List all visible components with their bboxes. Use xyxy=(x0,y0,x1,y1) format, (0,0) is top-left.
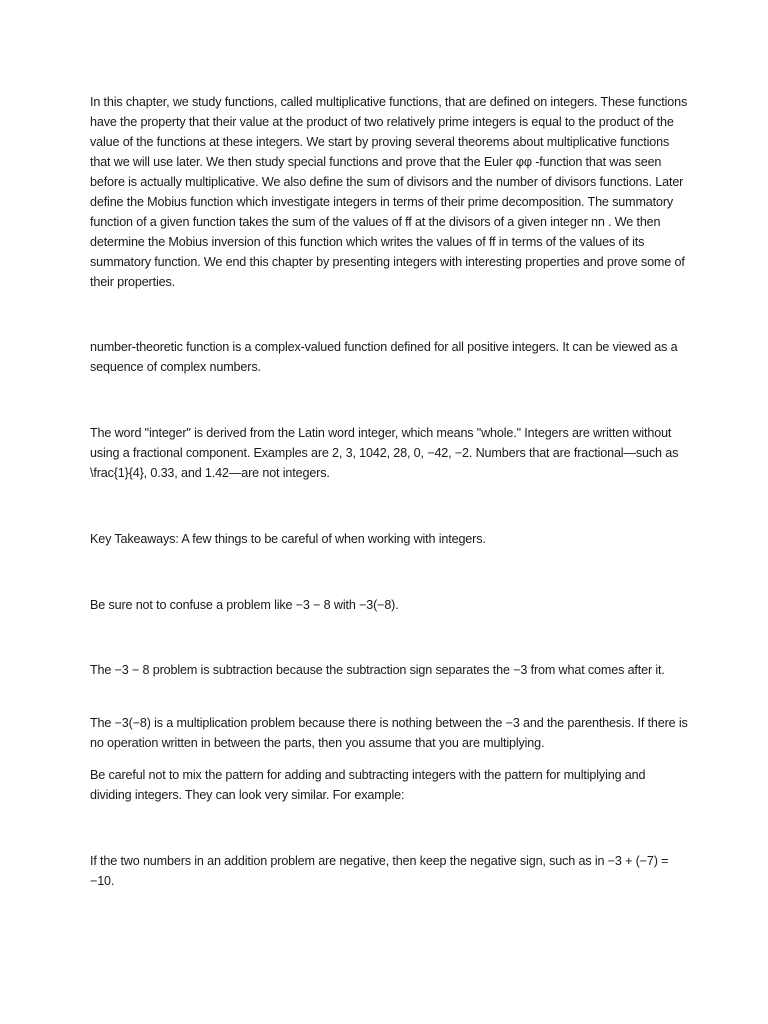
paragraph-integer-definition: The word "integer" is derived from the Latin word integer, which means "whole." Integers are written without using a fractional component. Examples are 2, 3, 1042, 28, 0, −42, −2. Numbers that are fractional—such as \frac{1}{4}, 0.33, and 1.42—are not integers. xyxy=(90,426,679,480)
paragraph-subtraction-explanation: The −3 − 8 problem is subtraction because the subtraction sign separates the −3 from what comes after it. xyxy=(90,663,665,677)
paragraph-multiplicative-functions-intro: In this chapter, we study functions, called multiplicative functions, that are defined on integers. These functions have the property that their value at the product of two relatively prime integers is equal to the product of the value of the functions at these integers. We start by proving several theorems about multiplicative functions that we will use later. We then study special functions and prove that the Euler φφ -function that was seen before is actually multiplicative. We also define the sum of divisors and the number of divisors functions. Later define the Mobius function which investigate integers in terms of their prime decomposition. The summatory function of a given function takes the sum of the values of ff at the divisors of a given integer nn . We then determine the Mobius inversion of this function which writes the values of ff in terms of the values of its summatory function. We end this chapter by presenting integers with interesting properties and prove some of their properties. xyxy=(90,95,688,289)
paragraph-pattern-warning: Be careful not to mix the pattern for adding and subtracting integers with the pattern for multiplying and dividing integers. They can look very similar. For example: xyxy=(90,768,646,802)
paragraph-negative-addition: If the two numbers in an addition problem are negative, then keep the negative sign, such as in −3 + (−7) = −10. xyxy=(90,854,669,888)
paragraph-number-theoretic-function: number-theoretic function is a complex-valued function defined for all positive integers. It can be viewed as a sequence of complex numbers. xyxy=(90,340,678,374)
paragraph-confuse-problem: Be sure not to confuse a problem like −3 − 8 with −3(−8). xyxy=(90,598,399,612)
paragraph-key-takeaways: Key Takeaways: A few things to be careful of when working with integers. xyxy=(90,532,486,546)
paragraph-multiplication-explanation: The −3(−8) is a multiplication problem because there is nothing between the −3 and the parenthesis. If there is no operation written in between the parts, then you assume that you are multiplying. xyxy=(90,716,688,750)
